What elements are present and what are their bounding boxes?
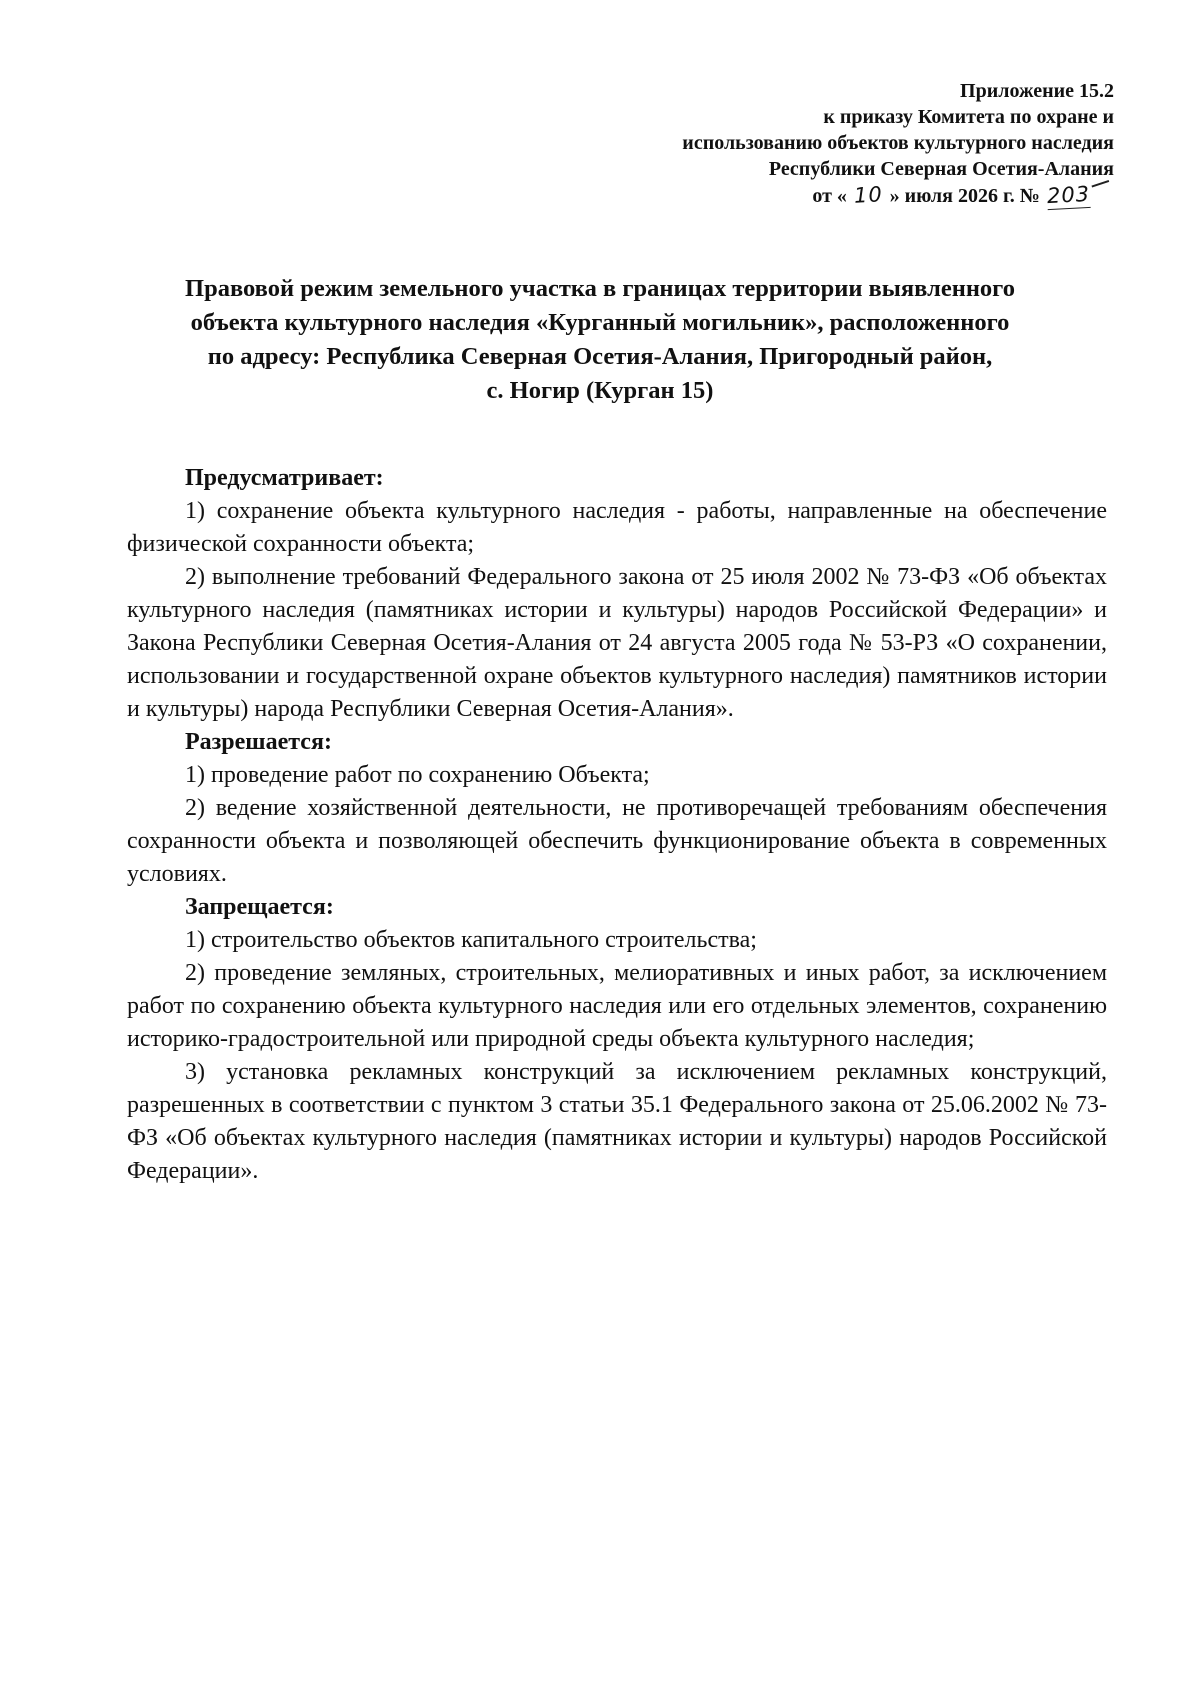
committee-name: использованию объектов культурного наследия <box>682 132 1114 154</box>
prohibited-item-3: 3) установка рекламных конструкций за исключением рекламных конструкций, разрешенных в соответствии с пунктом 3 статьи 35.1 Федерального закона от 25.06.2002 № 73-ФЗ «Об объектах культурного наследия (памятниках истории и культуры) народов Российской Федерации». <box>127 1059 1107 1184</box>
section-heading-prohibited: Запрещается: <box>185 894 334 920</box>
order-reference: к приказу Комитета по охране и <box>823 106 1114 128</box>
prohibited-item-1: 1) строительство объектов капитального строительства; <box>185 927 757 953</box>
prohibited-item-2: 2) проведение земляных, строительных, мелиоративных и иных работ, за исключением работ по сохранению объекта культурного наследия или его отдельных элементов, сохранению историко-градостроительной или природной среды объекта культурного наследия; <box>127 960 1107 1052</box>
date-prefix: от « <box>812 185 847 207</box>
appendix-number: Приложение 15.2 <box>960 80 1114 102</box>
provides-item-1: 1) сохранение объекта культурного наследия - работы, направленные на обеспечение физической сохранности объекта; <box>127 498 1107 557</box>
handwritten-day: 10 <box>853 182 884 208</box>
handwritten-order-number: 203 <box>1046 181 1091 209</box>
signature-flourish <box>1091 180 1111 193</box>
document-body <box>127 462 1107 1188</box>
title-line-1: Правовой режим земельного участка в границах территории выявленного <box>185 275 1015 302</box>
title-line-3: по адресу: Республика Северная Осетия-Алания, Пригородный район, <box>207 343 993 370</box>
title-line-2: объекта культурного наследия «Курганный могильник», расположенного <box>190 309 1010 336</box>
order-date-line <box>474 182 1114 209</box>
republic-name: Республики Северная Осетия-Алания <box>768 158 1114 180</box>
appendix-header <box>474 78 1114 209</box>
allowed-item-2: 2) ведение хозяйственной деятельности, не противоречащей требованиям обеспечения сохранности объекта и позволяющей обеспечить функционирование объекта в современных условиях. <box>127 795 1107 887</box>
date-middle: » июля 2026 г. № <box>889 185 1040 207</box>
allowed-item-1: 1) проведение работ по сохранению Объекта; <box>185 762 650 788</box>
title-line-4: с. Ногир (Курган 15) <box>486 377 714 404</box>
document-title <box>100 272 1100 408</box>
section-heading-allowed: Разрешается: <box>185 729 332 755</box>
provides-item-2: 2) выполнение требований Федерального закона от 25 июля 2002 № 73-ФЗ «Об объектах культурного наследия (памятниках истории и культуры) народов Российской Федерации» и Закона Республики Северная Осетия-Алания от 24 августа 2005 года № 53-РЗ «О сохранении, использовании и государственной охране объектов культурного наследия) памятников истории и культуры) народа Республики Северная Осетия-Алания». <box>127 564 1107 722</box>
section-heading-provides: Предусматривает: <box>185 465 384 491</box>
